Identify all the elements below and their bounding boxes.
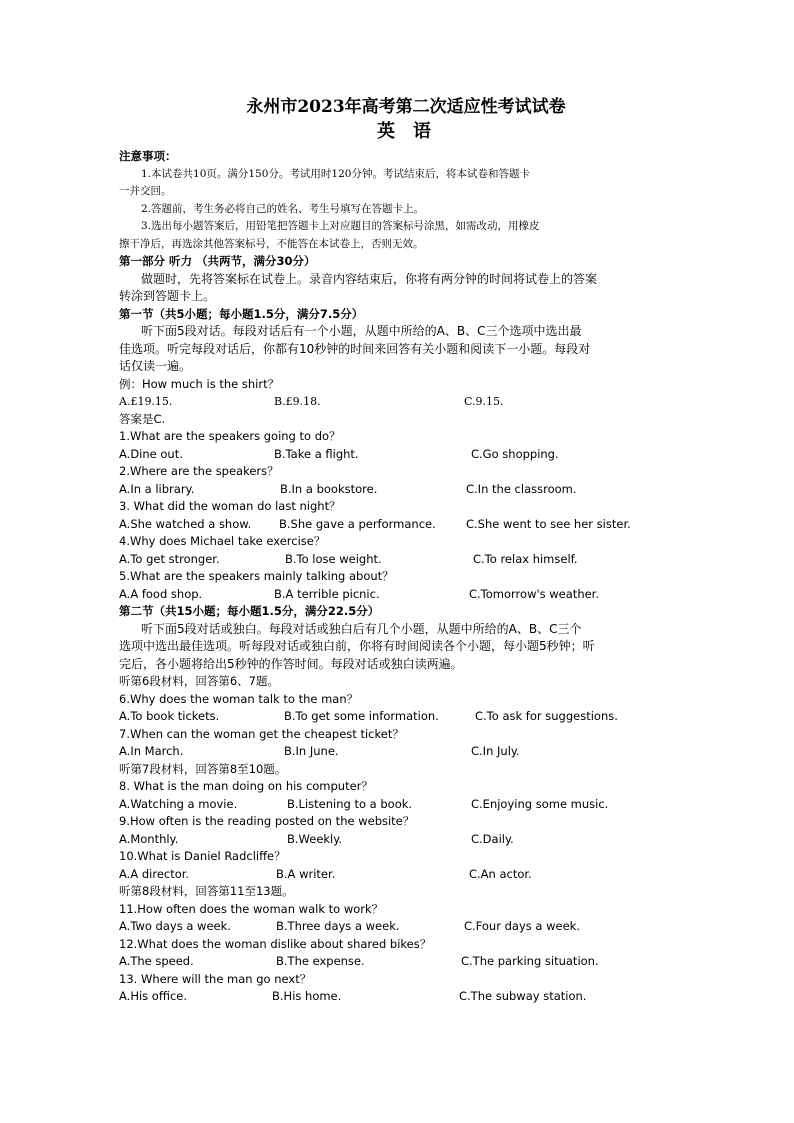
question-options	[119, 866, 679, 884]
option-b: B.The expense.	[276, 954, 365, 968]
section-intro: 听下面5段对话或独白。每段对话或独白后有几个小题，从题中所给的A、B、C三个	[141, 621, 582, 636]
option-c: C.She went to see her sister.	[466, 516, 631, 531]
option-b: B.To get some information.	[284, 709, 439, 723]
question-options	[119, 586, 679, 604]
option-c: C.In July.	[471, 744, 520, 758]
option-a: A.His office.	[119, 989, 188, 1003]
option-c: C.Enjoying some music.	[471, 796, 609, 811]
section-intro: 佳选项。听完每段对话后，你都有10秒钟的时间来回答有关小题和阅读下一小题。每段对	[119, 341, 591, 356]
option-b: B.Take a flight.	[274, 446, 359, 461]
option-a: A.She watched a show.	[119, 516, 252, 531]
question-options	[119, 708, 679, 726]
notice-heading: 注意事项：	[119, 149, 177, 163]
question-options	[119, 551, 679, 569]
question-text: 12.What does the woman dislike about shared bikes？	[119, 936, 432, 951]
question-options	[119, 796, 679, 814]
example-question: 例：How much is the shirt？	[119, 376, 280, 391]
option-b: B.£9.18.	[274, 395, 321, 408]
option-a: A.Watching a movie.	[119, 796, 238, 811]
option-b: B.His home.	[272, 989, 342, 1003]
option-b: B.To lose weight.	[285, 551, 382, 566]
option-a: A.£19.15.	[119, 395, 173, 408]
option-b: B.A writer.	[276, 866, 336, 881]
question-text: 10.What is Daniel Radcliffe？	[119, 849, 286, 863]
question-text: 1.What are the speakers going to do？	[119, 429, 341, 443]
notice-item: 2.答题前，考生务必将自己的姓名、考生号填写在答题卡上。	[141, 202, 425, 215]
option-b: B.She gave a performance.	[279, 516, 436, 531]
option-a: A.To book tickets.	[119, 709, 220, 723]
question-text: 3. What did the woman do last night？	[119, 499, 341, 513]
option-b: B.Three days a week.	[276, 919, 400, 933]
question-text: 2.Where are the speakers？	[119, 464, 279, 478]
option-a: A.Dine out.	[119, 446, 183, 461]
section-intro: 完后，各小题将给出5秒钟的作答时间。每段对话或独白读两遍。	[119, 656, 463, 671]
option-b: B.Listening to a book.	[287, 796, 413, 811]
option-c: C.To ask for suggestions.	[475, 709, 618, 723]
question-options	[119, 831, 679, 849]
option-a: A.In a library.	[119, 481, 195, 496]
option-c: C.In the classroom.	[466, 481, 577, 496]
question-options	[119, 953, 679, 971]
notice-item: 3.选出每小题答案后，用铅笔把答题卡上对应题目的答案标号涂黑，如需改动，用橡皮	[141, 220, 540, 232]
option-c: C.9.15.	[464, 395, 504, 408]
option-c: C.Four days a week.	[464, 919, 580, 933]
option-b: B.A terrible picnic.	[274, 586, 380, 601]
option-c: C.An actor.	[469, 866, 532, 881]
question-options	[119, 516, 679, 534]
option-b: B.In a bookstore.	[280, 481, 378, 496]
option-a: A.In March.	[119, 744, 184, 758]
part-heading: 第一部分 听力 （共两节，满分30分）	[119, 254, 316, 268]
option-c: C.The parking situation.	[461, 954, 599, 968]
option-a: A.To get stronger.	[119, 551, 220, 566]
part-intro: 做题时，先将答案标在试卷上。录音内容结束后，你将有两分钟的时间将试卷上的答案	[141, 271, 598, 286]
material-instruction: 听第8段材料，回答第11至13题。	[119, 884, 294, 898]
question-text: 13. Where will the man go next？	[119, 971, 312, 986]
option-c: C.Tomorrow's weather.	[469, 586, 600, 601]
option-a: A.Two days a week.	[119, 919, 231, 933]
question-text: 6.Why does the woman talk to the man？	[119, 691, 359, 706]
section-heading: 第一节（共5小题；每小题1.5分，满分7.5分）	[119, 306, 364, 321]
section-intro: 话仅读一遍。	[119, 359, 192, 373]
material-instruction: 听第7段材料，回答第8至10题。	[119, 761, 287, 776]
subject-title: 英语	[377, 121, 449, 142]
question-text: 7.When can the woman get the cheapest ticket？	[119, 726, 404, 741]
question-text: 4.Why does Michael take exercise？	[119, 534, 326, 548]
question-options	[119, 446, 679, 464]
option-a: A.A director.	[119, 866, 190, 881]
notice-item: 一并交回。	[119, 185, 172, 197]
question-text: 9.How often is the reading posted on the website？	[119, 814, 415, 828]
exam-page	[119, 96, 679, 1006]
question-text: 11.How often does the woman walk to work？	[119, 901, 384, 916]
option-a: A.The speed.	[119, 954, 194, 968]
material-instruction: 听第6段材料，回答第6、7题。	[119, 674, 279, 688]
question-text: 5.What are the speakers mainly talking about？	[119, 569, 394, 583]
question-options	[119, 743, 679, 761]
option-c: C.Daily.	[471, 831, 514, 846]
section-intro: 听下面5段对话。每段对话后有一个小题，从题中所给的A、B、C三个选项中选出最	[141, 324, 582, 338]
option-c: C.To relax himself.	[473, 551, 578, 566]
section-heading: 第二节（共15小题；每小题1.5分，满分22.5分）	[119, 604, 380, 618]
option-c: C.Go shopping.	[471, 446, 559, 461]
option-a: A.A food shop.	[119, 586, 203, 601]
question-options	[119, 481, 679, 499]
option-b: B.Weekly.	[287, 831, 343, 846]
exam-title: 永州市2023年高考第二次适应性考试试卷	[246, 97, 566, 117]
option-c: C.The subway station.	[459, 989, 587, 1003]
example-options	[119, 393, 679, 411]
question-text: 8. What is the man doing on his computer？	[119, 779, 373, 793]
section-intro: 选项中选出最佳选项。听每段对话或独白前，你将有时间阅读各个小题，每小题5秒钟；听	[119, 639, 595, 653]
part-intro: 转涂到答题卡上。	[119, 289, 216, 303]
question-options	[119, 918, 679, 936]
example-answer: 答案是C.	[119, 411, 166, 426]
option-b: B.In June.	[284, 744, 339, 758]
notice-item: 1.本试卷共10页。满分150分。考试用时120分钟。考试结束后，将本试卷和答题卡	[141, 167, 530, 180]
notice-item: 擦干净后，再选涂其他答案标号，不能答在本试卷上，否则无效。	[119, 237, 424, 250]
question-options	[119, 988, 679, 1006]
option-a: A.Monthly.	[119, 831, 179, 846]
